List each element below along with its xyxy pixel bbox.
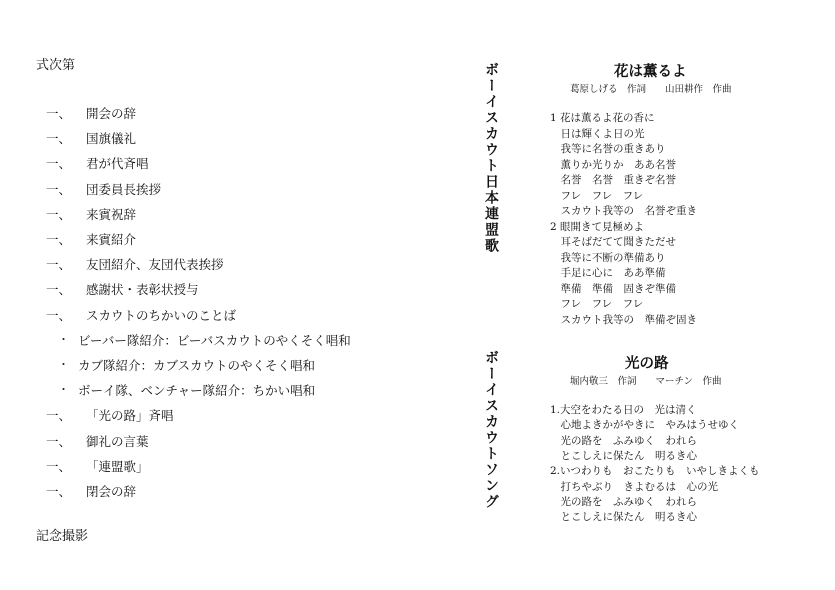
song2-vertical-label: ボーイスカウトソング (483, 350, 499, 510)
song1-title: 花は薫るよ (614, 63, 687, 80)
program-item-text: 団委員長挨拶 (86, 181, 162, 197)
lyric-line: 耳そばだてて聞きただせ (550, 236, 676, 248)
program-item-text: 御礼の言葉 (86, 433, 149, 449)
program-item (0, 432, 460, 450)
lyric-line: フレ フレ フレ (550, 189, 644, 202)
lyric-line: 準備 準備 固きぞ準備 (550, 282, 676, 295)
lyric-line: 我等に名誉の重きあり (550, 143, 666, 155)
program-item-mark: ・ (58, 358, 69, 371)
program-item-text: 君が代斉唱 (86, 156, 149, 172)
lyric-line: 打ちやぶり きよむるは 心の光 (550, 480, 718, 493)
program-item-mark: 一、 (46, 131, 72, 147)
song2-credit: 堀内敬三 作詞 マーチン 作曲 (570, 376, 722, 387)
program-item-text: ビーバー隊紹介：ビーバスカウトのやくそく唱和 (78, 332, 351, 348)
program-item-text: 閉会の辞 (86, 484, 137, 499)
lyric-line: 薫りか光りか ああ名誉 (550, 158, 676, 171)
program-item (0, 205, 460, 223)
lyric-line: スカウト我等の 準備ぞ固き (550, 313, 697, 326)
lyric-line: 手足に心に ああ準備 (550, 267, 666, 279)
program-item-mark: 一、 (46, 484, 72, 499)
program-item (0, 280, 460, 298)
program-item-text: 「光の路」斉唱 (86, 408, 174, 424)
program-item-mark: 一、 (46, 257, 72, 273)
program-item-text: スカウトのちかいのことば (86, 307, 237, 323)
program-item-mark: 一、 (46, 206, 72, 222)
lyric-line: とこしえに保たん 明るき心 (550, 449, 697, 462)
program-item-text: 友団紹介、友団代表挨拶 (86, 257, 224, 273)
lyric-line: 1.大空をわたる日の 光は清く (550, 404, 697, 416)
lyric-line: 2.いつわりも おこたりも いやしきよくも (550, 465, 760, 478)
program-item-text: 感謝状・表彰状授与 (86, 282, 199, 298)
program-item-mark: 一、 (46, 282, 72, 298)
lyric-line: 心地よきかがやきに やみはうせゆく (550, 419, 739, 432)
program-item (0, 129, 460, 147)
lyric-line: 光の路を ふみゆく われら (550, 434, 697, 447)
program-item (0, 381, 460, 399)
program-item-text: 開会の辞 (86, 106, 137, 121)
program-footer: 記念撮影 (36, 529, 89, 544)
program-item-mark: 一、 (46, 156, 72, 172)
lyric-line: 我等に不断の準備あり (550, 251, 666, 264)
lyric-line: 光の路を ふみゆく われら (550, 495, 697, 508)
program-item-mark: 一、 (46, 232, 72, 247)
program-item-text: カブ隊紹介：カブスカウトのやくそく唱和 (78, 358, 316, 373)
program-item-mark: 一、 (46, 181, 72, 197)
program-item-text: 国旗儀礼 (86, 131, 137, 147)
program-item (0, 180, 460, 198)
program-item-mark: ・ (58, 383, 69, 397)
program-item-text: ボーイ隊、ベンチャー隊紹介：ちかい唱和 (78, 383, 316, 399)
lyric-line: スカウト我等の 名誉ぞ重き (550, 205, 697, 217)
program-item (0, 104, 460, 122)
lyric-line: 2 眼開きて見極めよ (550, 220, 645, 233)
program-item (0, 457, 460, 475)
program-item-mark: 一、 (46, 433, 72, 449)
lyric-line: 日は輝くよ日の光 (550, 127, 645, 140)
program-item-mark: 一、 (46, 458, 72, 474)
program-item (0, 482, 460, 500)
song2-title: 光の路 (625, 355, 669, 372)
lyric-line: フレ フレ フレ (550, 298, 644, 310)
program-item (0, 230, 460, 248)
song1-vertical-label: ボーイスカウト日本連盟歌 (483, 62, 499, 254)
program-item (0, 406, 460, 424)
program-item-text: 来賓紹介 (86, 232, 137, 247)
program-item (0, 154, 460, 172)
program-item (0, 331, 460, 349)
program-item-mark: 一、 (46, 106, 72, 121)
program-item (0, 356, 460, 374)
lyric-line: とこしえに保たん 明るき心 (550, 511, 697, 524)
song1-credit: 葛原しげる 作詞 山田耕作 作曲 (570, 84, 732, 95)
program-item (0, 306, 460, 324)
program-item-mark: ・ (58, 332, 69, 346)
program-item (0, 255, 460, 273)
lyric-line: 名誉 名誉 重きぞ名誉 (550, 174, 676, 186)
lyric-line: 1 花は薫るよ花の香に (550, 112, 655, 124)
program-item-text: 来賓祝辞 (86, 206, 137, 222)
program-heading: 式次第 (36, 58, 76, 73)
program-item-mark: 一、 (46, 307, 72, 323)
program-item-mark: 一、 (46, 408, 72, 424)
program-item-text: 「連盟歌」 (86, 458, 149, 474)
